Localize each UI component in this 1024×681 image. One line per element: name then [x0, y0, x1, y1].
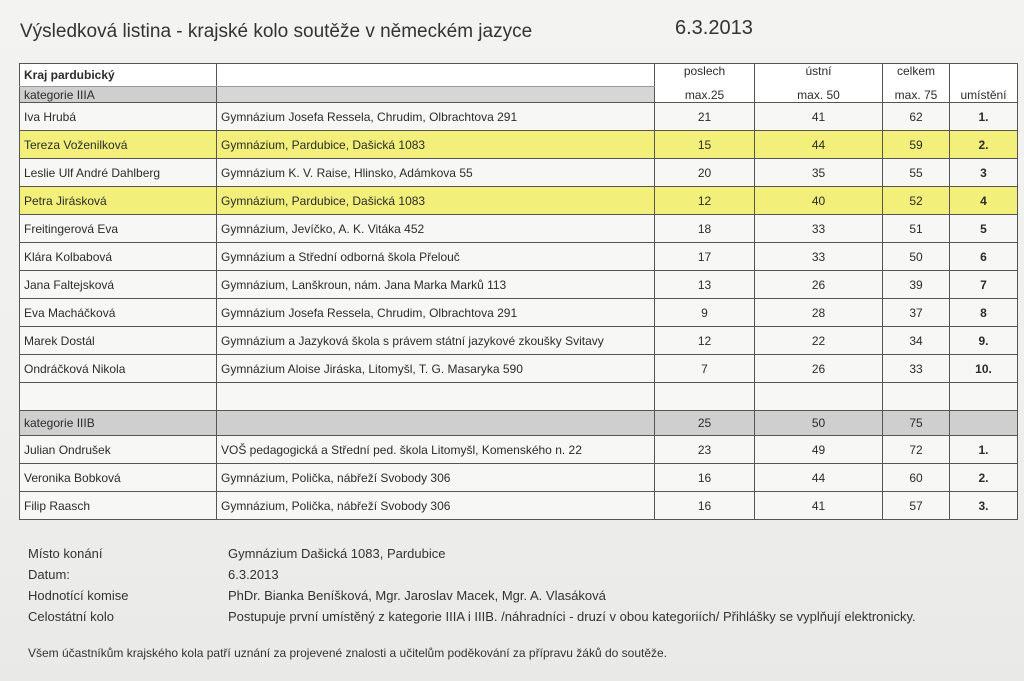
total-score: 52	[883, 187, 950, 215]
listening-score: 15	[655, 131, 755, 159]
total-score: 72	[883, 436, 950, 464]
total-score: 59	[883, 131, 950, 159]
school-name: VOŠ pedagogická a Střední ped. škola Litomyšl, Komenského n. 22	[217, 436, 655, 464]
oral-score: 26	[755, 355, 883, 383]
student-name: Tereza Voženilková	[20, 131, 217, 159]
listening-score: 13	[655, 271, 755, 299]
school-name: Gymnázium, Pardubice, Dašická 1083	[217, 187, 655, 215]
rank: 1.	[950, 103, 1018, 131]
listening-score: 7	[655, 355, 755, 383]
oral-score: 41	[755, 103, 883, 131]
oral-score: 35	[755, 159, 883, 187]
empty-row	[20, 383, 1018, 411]
col-listening-max: max.25	[655, 87, 755, 103]
student-name: Freitingerová Eva	[20, 215, 217, 243]
listening-max-b: 25	[655, 411, 755, 436]
col-oral-max: max. 50	[755, 87, 883, 103]
venue-value: Gymnázium Dašická 1083, Pardubice	[228, 546, 446, 561]
table-row	[20, 327, 1018, 355]
oral-score: 41	[755, 492, 883, 520]
table-row	[20, 436, 1018, 464]
rank: 2.	[950, 131, 1018, 159]
total-score: 51	[883, 215, 950, 243]
student-name: Filip Raasch	[20, 492, 217, 520]
oral-score: 40	[755, 187, 883, 215]
oral-score: 33	[755, 215, 883, 243]
rank: 7	[950, 271, 1018, 299]
student-name: Veronika Bobková	[20, 464, 217, 492]
school-name: Gymnázium a Jazyková škola s právem státní jazykové zkoušky Svitavy	[217, 327, 655, 355]
region-label: Kraj pardubický	[20, 64, 217, 87]
national-label: Celostátní kolo	[28, 609, 114, 624]
table-header-row	[20, 64, 1018, 87]
table-row	[20, 492, 1018, 520]
student-name: Marek Dostál	[20, 327, 217, 355]
table-row	[20, 187, 1018, 215]
oral-score: 44	[755, 464, 883, 492]
date-row	[28, 567, 1008, 588]
total-score: 37	[883, 299, 950, 327]
category-b-label: kategorie IIIB	[20, 411, 217, 436]
document-title: Výsledková listina - krajské kolo soutěže v německém jazyce	[20, 21, 533, 42]
oral-score: 33	[755, 243, 883, 271]
table-row	[20, 131, 1018, 159]
listening-score: 9	[655, 299, 755, 327]
school-name: Gymnázium Aloise Jiráska, Litomyšl, T. G. Masaryka 590	[217, 355, 655, 383]
committee-value: PhDr. Bianka Beníšková, Mgr. Jaroslav Macek, Mgr. A. Vlasáková	[228, 588, 606, 603]
rank: 10.	[950, 355, 1018, 383]
student-name: Eva Macháčková	[20, 299, 217, 327]
total-score: 60	[883, 464, 950, 492]
total-score: 62	[883, 103, 950, 131]
school-name: Gymnázium a Střední odborná škola Přelouč	[217, 243, 655, 271]
col-total-max: max. 75	[883, 87, 950, 103]
results-table	[19, 63, 1018, 520]
student-name: Julian Ondrušek	[20, 436, 217, 464]
rank: 1.	[950, 436, 1018, 464]
rank: 3	[950, 159, 1018, 187]
listening-score: 12	[655, 187, 755, 215]
student-name: Ondráčková Nikola	[20, 355, 217, 383]
listening-score: 12	[655, 327, 755, 355]
footer-info	[28, 546, 1008, 630]
venue-label: Místo konání	[28, 546, 103, 561]
national-value: Postupuje první umístěný z kategorie IIIA i IIIB. /náhradníci - druzí v obou kategoriích/ Přihlášky se vyplňují elektronicky.	[228, 609, 916, 624]
oral-max-b: 50	[755, 411, 883, 436]
school-name: Gymnázium, Pardubice, Dašická 1083	[217, 131, 655, 159]
oral-score: 44	[755, 131, 883, 159]
listening-score: 16	[655, 464, 755, 492]
student-name: Leslie Ulf André Dahlberg	[20, 159, 217, 187]
rank: 5	[950, 215, 1018, 243]
student-name: Petra Jirásková	[20, 187, 217, 215]
table-row	[20, 215, 1018, 243]
table-row	[20, 299, 1018, 327]
rank: 2.	[950, 464, 1018, 492]
student-name: Iva Hrubá	[20, 103, 217, 131]
col-oral: ústní	[755, 64, 883, 87]
rank: 8	[950, 299, 1018, 327]
school-name: Gymnázium, Polička, nábřeží Svobody 306	[217, 492, 655, 520]
closing-note: Všem účastníkům krajského kola patří uznání za projevené znalosti a učitelům poděkování za přípravu žáků do soutěže.	[28, 646, 668, 660]
date-label: Datum:	[28, 567, 70, 582]
total-score: 55	[883, 159, 950, 187]
oral-score: 28	[755, 299, 883, 327]
col-listening: poslech	[655, 64, 755, 87]
col-total: celkem	[883, 64, 950, 87]
table-subheader-row	[20, 87, 1018, 103]
rank: 9.	[950, 327, 1018, 355]
total-score: 57	[883, 492, 950, 520]
school-name: Gymnázium Josefa Ressela, Chrudim, Olbrachtova 291	[217, 299, 655, 327]
oral-score: 26	[755, 271, 883, 299]
venue-row	[28, 546, 1008, 567]
total-score: 39	[883, 271, 950, 299]
table-row	[20, 159, 1018, 187]
school-name: Gymnázium K. V. Raise, Hlinsko, Adámkova 55	[217, 159, 655, 187]
student-name: Jana Faltejsková	[20, 271, 217, 299]
category-b-header-row	[20, 411, 1018, 436]
document-date: 6.3.2013	[675, 17, 753, 39]
rank: 3.	[950, 492, 1018, 520]
total-score: 34	[883, 327, 950, 355]
listening-score: 21	[655, 103, 755, 131]
school-name: Gymnázium, Polička, nábřeží Svobody 306	[217, 464, 655, 492]
national-row	[28, 609, 1008, 630]
listening-score: 17	[655, 243, 755, 271]
document-header	[20, 17, 1000, 49]
listening-score: 18	[655, 215, 755, 243]
oral-score: 49	[755, 436, 883, 464]
table-row	[20, 271, 1018, 299]
oral-score: 22	[755, 327, 883, 355]
date-value: 6.3.2013	[228, 567, 279, 582]
student-name: Klára Kolbabová	[20, 243, 217, 271]
school-name: Gymnázium, Lanškroun, nám. Jana Marka Marků 113	[217, 271, 655, 299]
listening-score: 16	[655, 492, 755, 520]
category-a-label: kategorie IIIA	[20, 87, 217, 103]
committee-row	[28, 588, 1008, 609]
listening-score: 20	[655, 159, 755, 187]
table-row	[20, 464, 1018, 492]
school-name: Gymnázium, Jevíčko, A. K. Vitáka 452	[217, 215, 655, 243]
col-rank: umístění	[950, 87, 1018, 103]
committee-label: Hodnotící komise	[28, 588, 129, 603]
listening-score: 23	[655, 436, 755, 464]
total-score: 33	[883, 355, 950, 383]
table-row	[20, 243, 1018, 271]
total-score: 50	[883, 243, 950, 271]
rank: 6	[950, 243, 1018, 271]
school-name: Gymnázium Josefa Ressela, Chrudim, Olbrachtova 291	[217, 103, 655, 131]
total-max-b: 75	[883, 411, 950, 436]
table-row	[20, 355, 1018, 383]
rank: 4	[950, 187, 1018, 215]
table-row	[20, 103, 1018, 131]
